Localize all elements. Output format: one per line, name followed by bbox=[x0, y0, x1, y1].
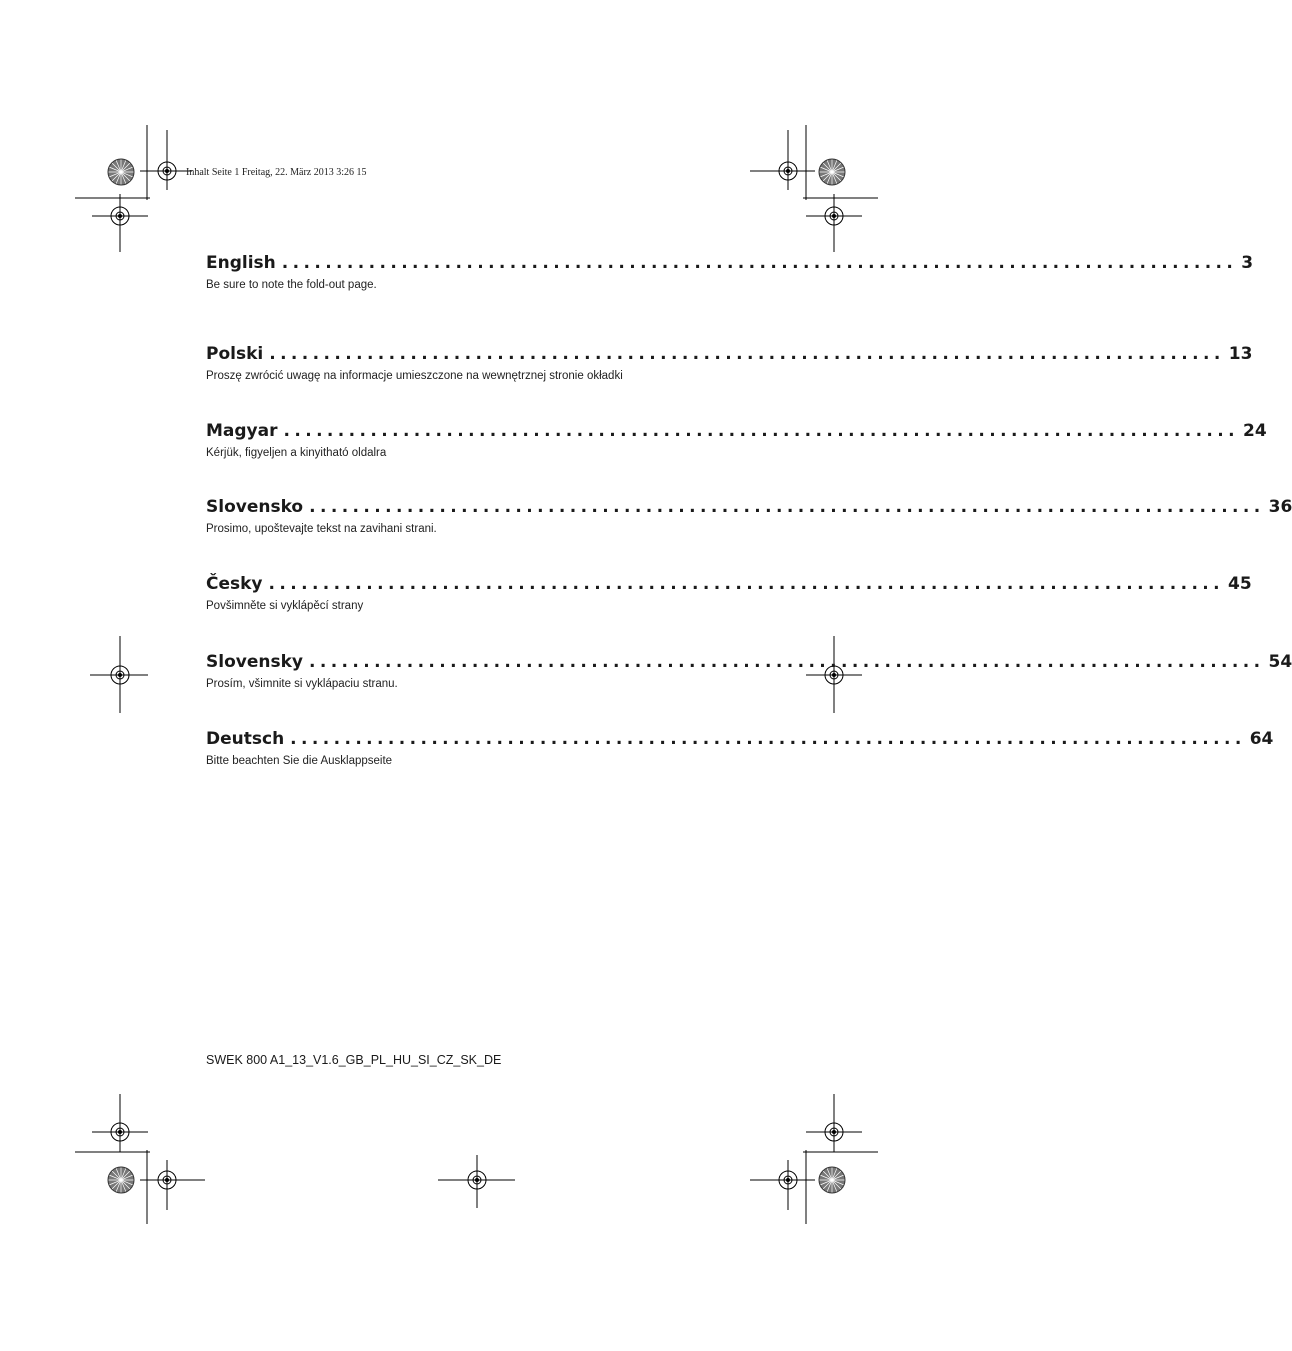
toc-entry-title: Slovensky bbox=[206, 652, 303, 672]
dot-leader: ........................................................................................ bbox=[290, 729, 1246, 749]
toc-entry-note: Prosimo, upoštevajte tekst na zavihani strani. bbox=[206, 523, 437, 535]
toc-entry-magyar[interactable] bbox=[206, 420, 1267, 460]
dot-leader: ........................................................................................ bbox=[269, 344, 1225, 364]
toc-entry-deutsch[interactable] bbox=[206, 728, 1274, 768]
toc-entry-page: 13 bbox=[1228, 344, 1253, 364]
toc-entry-note: Povšimněte si vyklápěcí strany bbox=[206, 600, 364, 612]
toc-entry-page: 54 bbox=[1268, 652, 1292, 672]
toc-entry-cesky[interactable] bbox=[206, 573, 1252, 613]
dot-leader: ........................................................................................ bbox=[308, 652, 1265, 672]
toc-entry-title: Magyar bbox=[206, 421, 278, 441]
toc-entry-title: Deutsch bbox=[206, 729, 285, 749]
toc-entry-note: Proszę zwrócić uwagę na informacje umieszczone na wewnętrznej stronie okładki bbox=[206, 370, 623, 382]
toc-entry-english[interactable] bbox=[206, 252, 1254, 292]
toc-entry-note: Bitte beachten Sie die Ausklappseite bbox=[206, 755, 393, 767]
dot-leader: ........................................................................................ bbox=[283, 421, 1240, 441]
print-info: Inhalt Seite 1 Freitag, 22. März 2013 3:26 15 bbox=[186, 167, 367, 178]
toc-entry-title: Polski bbox=[206, 344, 264, 364]
toc-entry-page: 64 bbox=[1249, 729, 1274, 749]
toc-entry-note: Kérjük, figyeljen a kinyitható oldalra bbox=[206, 447, 387, 459]
toc-entry-slovensko[interactable] bbox=[206, 496, 1292, 536]
toc-entry-page: 24 bbox=[1243, 421, 1267, 441]
dot-leader: ........................................................................................ bbox=[281, 253, 1238, 273]
toc-entry-title: English bbox=[206, 253, 276, 273]
toc-entry-page: 45 bbox=[1228, 574, 1252, 594]
toc-entry-title: Česky bbox=[206, 574, 263, 594]
toc-entry-polski[interactable] bbox=[206, 343, 1253, 383]
toc-entry-note: Prosím, všimnite si vyklápaciu stranu. bbox=[206, 678, 398, 690]
toc-entry-page: 3 bbox=[1241, 253, 1254, 273]
dot-leader: ........................................................................................ bbox=[309, 497, 1265, 517]
toc-entry-page: 36 bbox=[1268, 497, 1292, 517]
dot-leader: ........................................................................................ bbox=[268, 574, 1225, 594]
toc-entry-note: Be sure to note the fold-out page. bbox=[206, 279, 377, 291]
toc-entry-slovensky[interactable] bbox=[206, 651, 1292, 691]
toc-entry-title: Slovensko bbox=[206, 497, 304, 517]
document-code: SWEK 800 A1_13_V1.6_GB_PL_HU_SI_CZ_SK_DE bbox=[206, 1053, 502, 1067]
